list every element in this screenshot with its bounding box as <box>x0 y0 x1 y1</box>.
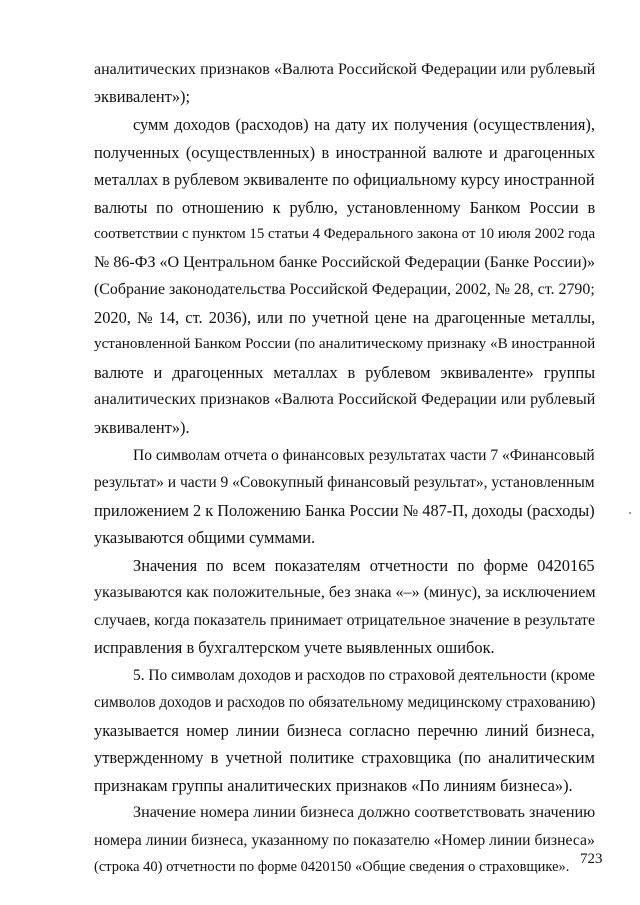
text-line: установленной Банком России (по аналитическому признаку «В иностранной <box>94 336 596 352</box>
text-line: признакам группы аналитических признаков «По линиям бизнеса»). <box>94 776 573 795</box>
text-line: валюты по отношению к рублю, установленному Банком России в <box>94 198 596 217</box>
text-line: случаев, когда показатель принимает отрицательное значение в результате <box>94 612 595 629</box>
scan-speck <box>629 512 631 514</box>
text-line: 5. По символам доходов и расходов по страховой деятельности (кроме <box>133 667 596 684</box>
text-line: 2020, № 14, ст. 2036), или по учетной цене на драгоценные металлы, <box>94 308 596 327</box>
text-line: символов доходов и расходов по обязательному медицинскому страхованию) <box>94 694 596 711</box>
text-line: сумм доходов (расходов) на дату их получения (осуществления), <box>133 115 595 134</box>
text-line: указываются общими суммами. <box>94 528 316 547</box>
text-line: металлах в рублевом эквиваленте по официальному курсу иностранной <box>94 170 595 189</box>
text-line: аналитических признаков «Валюта Российской Федерации или рублевый <box>94 391 596 408</box>
text-line: приложением 2 к Положению Банка России № 487-П, доходы (расходы) <box>94 501 595 520</box>
text-line: соответствии с пунктом 15 статьи 4 Федерального закона от 10 июля 2002 года <box>94 226 596 242</box>
text-line: По символам отчета о финансовых результатах части 7 «Финансовый <box>133 447 595 464</box>
text-line: Значение номера линии бизнеса должно соответствовать значению <box>133 804 596 821</box>
text-line: утвержденному в учетной политике страховщика (по аналитическим <box>94 748 595 767</box>
text-line: эквивалент»); <box>94 87 191 106</box>
text-line: Значения по всем показателям отчетности по форме 0420165 <box>133 556 595 575</box>
text-line: валюте и драгоценных металлах в рублевом эквиваленте» группы <box>94 363 596 382</box>
text-line: номера линии бизнеса, указанному по показателю «Номер линии бизнеса» <box>94 832 595 849</box>
text-line: № 86-ФЗ «О Центральном банке Российской Федерации (Банке России)» <box>94 254 595 271</box>
text-line: указывается номер линии бизнеса согласно перечню линий бизнеса, <box>94 721 595 740</box>
text-line: (Собрание законодательства Российской Федерации, 2002, № 28, ст. 2790; <box>94 281 595 298</box>
text-line: аналитических признаков «Валюта Российской Федерации или рублевый <box>94 61 596 78</box>
text-line: указываются как положительные, без знака «–» (минус), за исключением <box>94 584 596 601</box>
text-line: эквивалент»). <box>94 418 190 437</box>
text-line: (строка 40) отчетности по форме 0420150 «Общие сведения о страховщике». <box>94 859 570 875</box>
text-line: исправления в бухгалтерском учете выявленных ошибок. <box>94 638 495 657</box>
page-number: 723 <box>580 851 603 867</box>
text-line: результат» и части 9 «Совокупный финансовый результат», установленным <box>94 474 595 491</box>
text-line: полученных (осуществленных) в иностранной валюте и драгоценных <box>94 143 596 162</box>
